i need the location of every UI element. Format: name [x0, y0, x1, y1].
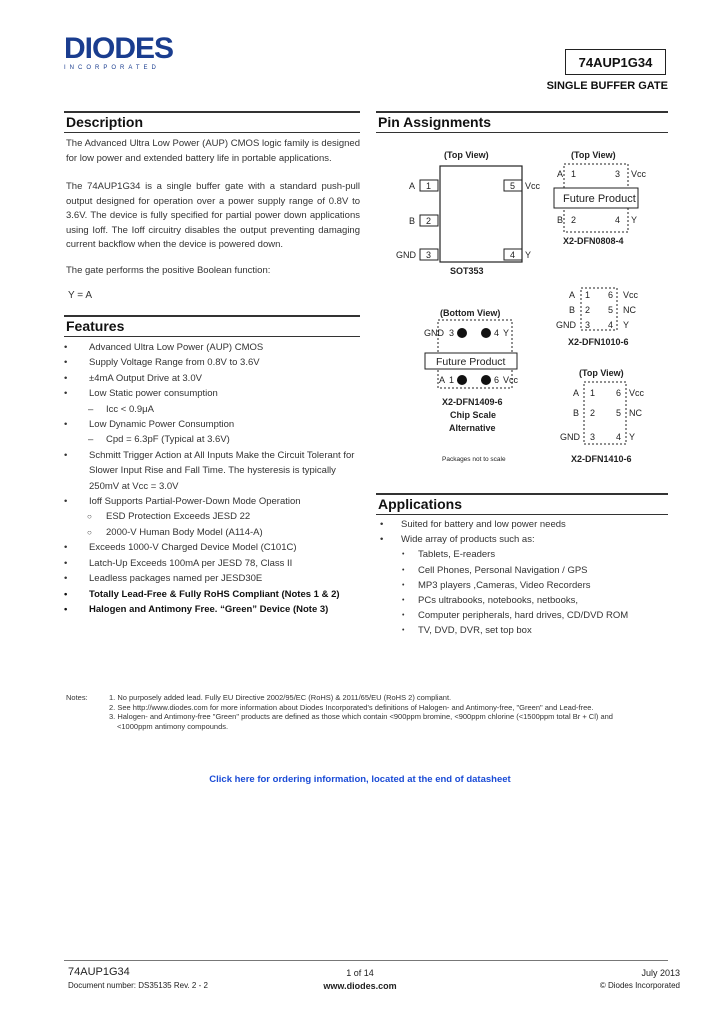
pin-number: 3	[449, 328, 455, 338]
description-heading: Description	[64, 111, 360, 133]
pin-number: 1	[590, 388, 596, 398]
list-item: • Totally Lead-Free & Fully RoHS Compliant (Notes 1 & 2)	[64, 587, 360, 602]
pin-number: 2	[426, 216, 432, 226]
list-item: • Suited for battery and low power needs	[376, 517, 668, 532]
x2-1409-package-label: X2-DFN1409-6	[442, 397, 503, 407]
pin-label: GND	[424, 328, 444, 338]
list-item: • Latch-Up Exceeds 100mA per JESD 78, Class II	[64, 556, 360, 571]
footer-doc-number: Document number: DS35135 Rev. 2 - 2	[68, 981, 208, 990]
part-subtitle: SINGLE BUFFER GATE	[546, 80, 668, 92]
list-item: ○ ESD Protection Exceeds JESD 22	[64, 509, 360, 524]
pin-number: 2	[585, 305, 591, 315]
list-item: • TV, DVD, DVR, set top box	[376, 623, 668, 638]
pin-label: A	[557, 169, 564, 179]
pin-label: B	[573, 408, 580, 418]
pin-label: B	[409, 216, 416, 226]
pin-label: B	[569, 305, 576, 315]
pin-label: A	[573, 388, 580, 398]
features-heading: Features	[64, 315, 360, 337]
footer-rule	[64, 960, 668, 961]
note-3: 3. Halogen- and Antimony-free "Green" products are defined as those which contain <900ppm bromine, <900ppm chlorine (<1500ppm total Br + Cl) and	[109, 712, 613, 722]
logo-text: DIODES	[64, 32, 174, 65]
pin-number: 6	[494, 375, 500, 385]
pin-label: Y	[631, 215, 638, 225]
pin-label: Vcc	[631, 169, 647, 179]
footer-website[interactable]: www.diodes.com	[323, 981, 397, 991]
pin-number: 1	[571, 169, 577, 179]
pin-number: 3	[585, 320, 591, 330]
note-1: 1. No purposely added lead. Fully EU Directive 2002/95/EC (RoHS) & 2011/65/EU (RoHS 2) compliant.	[109, 693, 452, 702]
pin-number: 6	[608, 290, 614, 300]
pin-number: 5	[608, 305, 614, 315]
list-item: – Icc < 0.9μA	[64, 402, 360, 417]
pin-number: 1	[449, 375, 455, 385]
pin-number: 4	[494, 328, 500, 338]
pin-number: 1	[426, 181, 432, 191]
ordering-info-link[interactable]: Click here for ordering information, located at the end of datasheet	[209, 774, 511, 785]
list-item: • Leadless packages named per JESD30E	[64, 571, 360, 586]
description-p3: The gate performs the positive Boolean function:	[66, 265, 271, 276]
x2-1410-package-label: X2-DFN1410-6	[571, 454, 632, 464]
list-item: • Exceeds 1000-V Charged Device Model (C101C)	[64, 540, 360, 555]
pin-label: A	[409, 181, 416, 191]
x2-1409-ball	[481, 375, 491, 385]
list-item: • Low Static power consumption	[64, 386, 360, 401]
pin-label: NC	[629, 408, 642, 418]
note-3-cont: <1000ppm antimony compounds.	[117, 721, 229, 731]
list-item: • PCs ultrabooks, notebooks, netbooks,	[376, 593, 668, 608]
x2-0808-package-label: X2-DFN0808-4	[563, 236, 624, 246]
pin-label: Vcc	[525, 181, 541, 191]
pin-number: 5	[510, 181, 516, 191]
pin-label: Y	[525, 250, 532, 260]
pin-label: Y	[623, 320, 630, 330]
applications-heading: Applications	[376, 493, 668, 515]
sot353-package-label: SOT353	[450, 266, 484, 276]
logo-subtext: INCORPORATED	[64, 65, 160, 71]
list-item: • MP3 players ,Cameras, Video Recorders	[376, 578, 668, 593]
list-item: • Advanced Ultra Low Power (AUP) CMOS	[64, 340, 360, 355]
pin-label: Vcc	[629, 388, 645, 398]
x2-1409-alternative-label: Alternative	[449, 423, 496, 433]
features-list	[64, 340, 360, 617]
pin-number: 4	[615, 215, 621, 225]
x2-0808-top-view-label: (Top View)	[571, 150, 616, 160]
pin-label: B	[557, 215, 564, 225]
note-2: 2. See http://www.diodes.com for more information about Diodes Incorporated's definitions of Halogen- and Antimony-free, "Green" and Lead-free.	[109, 702, 594, 712]
pin-number: 2	[571, 215, 577, 225]
x2-1409-bottom-view-label: (Bottom View)	[440, 308, 501, 318]
pin-number: 1	[585, 290, 591, 300]
list-item: Slower Input Rise and Fall Time. The hysteresis is typically	[89, 465, 336, 477]
description-p2: The 74AUP1G34 is a single buffer gate with a standard push-pull output designed for operation over a power supply range of 0.8V to 3.6V. The device is fully specified for partial power down applications using Ioff. The Ioff circuitry disables the output preventing damaging current backflow when the device is powered down.	[66, 181, 360, 251]
pin-number: 2	[590, 408, 596, 418]
not-to-scale-note: Packages not to scale	[442, 456, 506, 463]
pin-label: Y	[503, 328, 510, 338]
list-item: • Computer peripherals, hard drives, CD/DVD ROM	[376, 608, 668, 623]
pin-label: Y	[629, 432, 636, 442]
x2-1409-ball	[481, 328, 491, 338]
x2-1409-ball	[457, 328, 467, 338]
list-item: • ±4mA Output Drive at 3.0V	[64, 371, 360, 386]
x2-1410-top-view-label: (Top View)	[579, 368, 624, 378]
pin-label: GND	[556, 320, 576, 330]
pin-number: 4	[616, 432, 622, 442]
boolean-function: Y = A	[68, 290, 93, 301]
pin-number: 4	[608, 320, 614, 330]
list-item: – Cpd = 6.3pF (Typical at 3.6V)	[64, 432, 360, 447]
pin-number: 3	[426, 250, 432, 260]
list-item: ○ 2000-V Human Body Model (A114-A)	[64, 525, 360, 540]
pin-number: 6	[616, 388, 622, 398]
notes-block	[109, 693, 669, 731]
x2-1409-ball	[457, 375, 467, 385]
list-item: • Halogen and Antimony Free. “Green” Device (Note 3)	[64, 602, 360, 617]
list-item: • Schmitt Trigger Action at All Inputs Make the Circuit Tolerant for	[64, 448, 360, 463]
future-product-label: Future Product	[563, 193, 636, 205]
list-item: • Tablets, E-readers	[376, 547, 668, 562]
pin-number: 3	[615, 169, 621, 179]
footer-page: 1 of 14	[346, 968, 374, 978]
sot353-top-view-label: (Top View)	[444, 150, 489, 160]
pin-assignments-heading: Pin Assignments	[376, 111, 668, 133]
footer-copyright: © Diodes Incorporated	[599, 981, 680, 990]
pin-label: GND	[396, 250, 416, 260]
future-product-label: Future Product	[436, 356, 506, 368]
footer-date: July 2013	[641, 968, 680, 978]
notes-label: Notes:	[66, 693, 88, 702]
pin-diagrams	[376, 140, 668, 470]
list-item: • Supply Voltage Range from 0.8V to 3.6V	[64, 355, 360, 370]
list-item: • Cell Phones, Personal Navigation / GPS	[376, 563, 668, 578]
pin-label: NC	[623, 305, 636, 315]
pin-number: 3	[590, 432, 596, 442]
x2-1409-chip-scale-label: Chip Scale	[450, 410, 497, 420]
pin-label: Vcc	[503, 375, 519, 385]
diodes-logo	[64, 34, 190, 70]
x2-1010-package-label: X2-DFN1010-6	[568, 337, 629, 347]
list-item: • Wide array of products such as:	[376, 532, 668, 547]
footer-part: 74AUP1G34	[68, 966, 130, 978]
list-item: 250mV at Vcc = 3.0V	[89, 480, 179, 492]
list-item: • Ioff Supports Partial-Power-Down Mode Operation	[64, 494, 360, 509]
description-p1: The Advanced Ultra Low Power (AUP) CMOS logic family is designed for low power and extended battery life in portable applications.	[66, 138, 360, 164]
pin-number: 5	[616, 408, 622, 418]
pin-label: A	[569, 290, 576, 300]
applications-list	[376, 517, 668, 639]
list-item: • Low Dynamic Power Consumption	[64, 417, 360, 432]
pin-label: GND	[560, 432, 580, 442]
pin-number: 4	[510, 250, 516, 260]
part-number-box: 74AUP1G34	[565, 49, 666, 75]
pin-label: A	[439, 375, 446, 385]
pin-label: Vcc	[623, 290, 639, 300]
